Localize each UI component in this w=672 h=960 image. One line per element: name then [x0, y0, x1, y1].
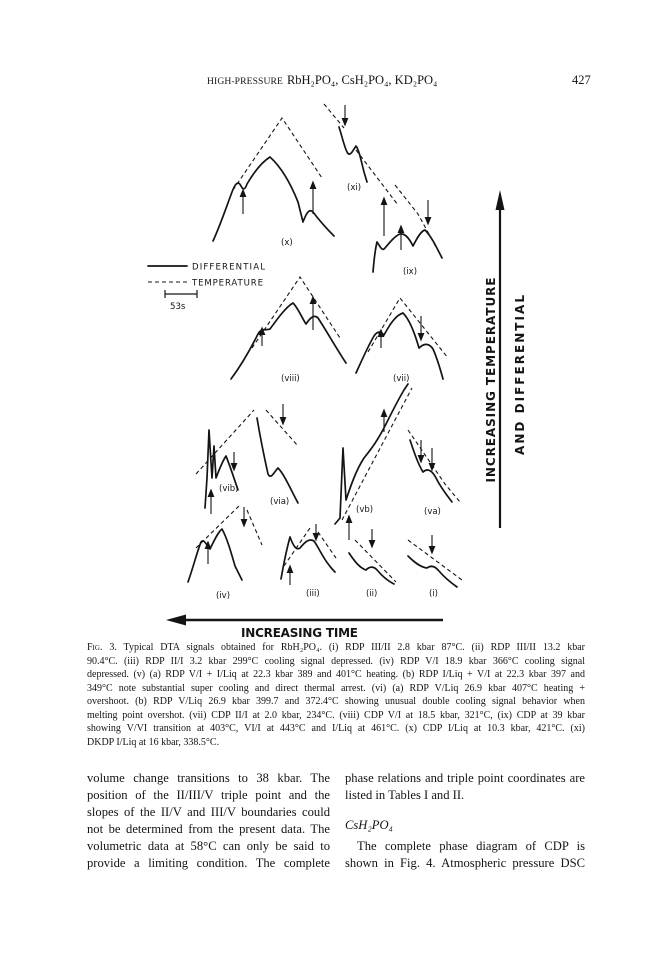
signal-label: (x)	[281, 238, 293, 248]
caption-line: depressed. (v) (a) RDP V/I + I/Liq at 22.3 kbar 389 and 401°C heating. (b) RDP I/Liq + V/I at 22.3 kbar 397 and	[87, 669, 585, 680]
signal-label: (ii)	[366, 589, 378, 599]
signal-iii	[281, 524, 336, 599]
temperature-trace	[395, 185, 442, 258]
differential-trace	[257, 418, 298, 503]
arrow-up-icon	[208, 490, 213, 514]
temperature-trace	[355, 540, 396, 582]
vertical-axis-label-line2: AND DIFFERENTIAL	[513, 295, 527, 455]
temperature-trace	[342, 388, 412, 520]
signal-label: (ix)	[403, 267, 418, 277]
horizontal-axis	[166, 615, 443, 641]
section-heading: CsH₂PO₄	[345, 817, 393, 832]
temperature-trace	[266, 410, 298, 446]
signal-label: (xi)	[347, 183, 362, 193]
legend-temperature-label: TEMPERATURE	[192, 278, 263, 289]
differential-trace	[335, 384, 408, 524]
signal-vii	[356, 298, 448, 384]
body-line: provide a limiting condition. The complete	[87, 856, 330, 870]
running-head-compounds: RbH₂PO₄, CsH₂PO₄, KD₂PO₄	[286, 73, 438, 87]
signal-label: (i)	[429, 589, 438, 599]
figure-label: Fig. 3.	[87, 642, 117, 653]
caption-line: 349°C note substantial super cooling and direct thermal arrest. (vi) (a) RDP V/Liq 26.9 kbar 407°C heating +	[87, 682, 585, 694]
caption-text: Typical DTA signals obtained for RbH₂PO₄. (i) RDP III/II 2.8 kbar 87°C. (ii) RDP III/II 13.2 kbar	[123, 642, 585, 653]
arrow-up-icon	[381, 198, 386, 236]
temperature-trace	[368, 298, 448, 358]
signal-label: (va)	[424, 507, 441, 517]
signal-ix	[373, 185, 442, 277]
arrow-down-icon	[418, 440, 423, 462]
arrow-up-icon	[240, 190, 245, 214]
arrow-down-icon	[342, 105, 347, 125]
signal-vib	[196, 410, 254, 514]
temperature-trace	[233, 118, 322, 190]
arrow-down-icon	[313, 524, 318, 540]
legend	[148, 263, 265, 313]
signal-label: (iii)	[306, 589, 320, 599]
differential-trace	[373, 230, 442, 272]
arrow-up-icon	[310, 297, 315, 330]
arrow-down-icon	[280, 404, 285, 424]
body-line: volume change transitions to 38 kbar. The	[87, 771, 330, 785]
differential-trace	[231, 303, 346, 379]
caption-line: melting point overshot. (vii) CDP II/I at 2.0 kbar, 234°C. (viii) CDP V/I at 18.5 kbar, 321°C, (ix) CDP at 39 kbar	[87, 709, 585, 721]
signal-label: (vib)	[219, 484, 239, 494]
body-line: listed in Tables I and II.	[345, 788, 465, 802]
signal-label: (vb)	[356, 505, 374, 515]
temperature-trace	[196, 410, 254, 474]
time-scale-bar	[165, 290, 197, 298]
body-left-column	[87, 770, 330, 872]
differential-trace	[410, 440, 452, 502]
body-line: volumetric data at 58°C can only be said to	[87, 839, 330, 853]
signal-i	[408, 535, 462, 599]
dta-signals-figure	[0, 90, 672, 650]
body-line: not be determined from the present data. The	[87, 822, 330, 836]
arrow-up-icon	[381, 410, 386, 432]
signal-vb	[335, 384, 412, 540]
arrow-down-icon	[231, 452, 236, 470]
arrow-down-icon	[369, 529, 374, 547]
signal-viii	[231, 277, 346, 384]
signal-label: (iv)	[216, 591, 231, 601]
differential-trace	[339, 127, 367, 182]
time-scale-label: 53s	[170, 302, 186, 312]
signal-label: (via)	[270, 497, 290, 507]
arrow-up-icon	[205, 542, 210, 564]
signal-label: (vii)	[393, 374, 410, 384]
caption-line: showing V/VI transition at 403°C, VI/I at 443°C and I/Liq at 461°C. (x) CDP I/Liq at 10.3 kbar, 421°C. (xi)	[87, 723, 585, 734]
differential-trace	[356, 313, 443, 379]
arrow-down-icon	[418, 316, 423, 340]
caption-line: overshoot. (b) RDP V/Liq 26.9 kbar 399.7 and 372.4°C showing unusual double cooling signal behavior when	[87, 696, 585, 707]
page-number: 427	[572, 73, 591, 87]
caption-line: 90.4°C. (iii) RDP II/I 3.2 kbar 299°C cooling signal depressed. (iv) RDP V/I 18.9 kbar 366°C cooling signal	[87, 655, 585, 667]
temperature-trace	[284, 528, 336, 566]
vertical-axis-label-line1: INCREASING TEMPERATURE	[484, 277, 498, 483]
signal-va	[408, 430, 460, 517]
caption-line: DKDP I/Liq at 16 kbar, 338.5°C.	[87, 736, 220, 748]
signal-via	[257, 404, 298, 507]
arrow-up-icon	[398, 226, 403, 250]
horizontal-axis-label: INCREASING TIME	[241, 626, 358, 640]
body-line: slopes of the II/V and III/V boundaries could	[87, 805, 330, 819]
vertical-axis	[484, 190, 527, 528]
body-line: shown in Fig. 4. Atmospheric pressure DSC	[345, 855, 585, 870]
signal-iv	[188, 505, 262, 601]
body-line: phase relations and triple point coordinates are	[345, 771, 585, 785]
body-right-column	[345, 770, 585, 872]
arrow-up-icon	[287, 566, 292, 585]
body-line: position of the II/III/V triple point and the	[87, 788, 330, 802]
legend-differential-label: DIFFERENTIAL	[192, 262, 265, 273]
body-line: The complete phase diagram of CDP is	[357, 838, 585, 853]
signal-ii	[349, 529, 396, 599]
running-head-prefix: HIGH-PRESSURE	[207, 76, 283, 87]
arrow-down-icon	[241, 507, 246, 526]
signal-label: (viii)	[281, 374, 300, 384]
arrow-up-icon	[310, 182, 315, 214]
arrow-down-icon	[429, 535, 434, 553]
figure-caption	[87, 641, 585, 749]
signal-x	[213, 118, 334, 248]
caption-line	[87, 641, 585, 655]
arrow-down-icon	[429, 448, 434, 470]
signal-xi	[324, 104, 398, 205]
arrow-up-icon	[346, 516, 351, 540]
running-head	[207, 72, 437, 90]
arrow-up-icon	[496, 190, 505, 210]
temperature-trace	[196, 505, 262, 548]
arrow-left-icon	[166, 615, 186, 626]
arrow-down-icon	[425, 200, 430, 224]
temperature-trace	[252, 277, 340, 348]
differential-trace	[188, 529, 242, 582]
